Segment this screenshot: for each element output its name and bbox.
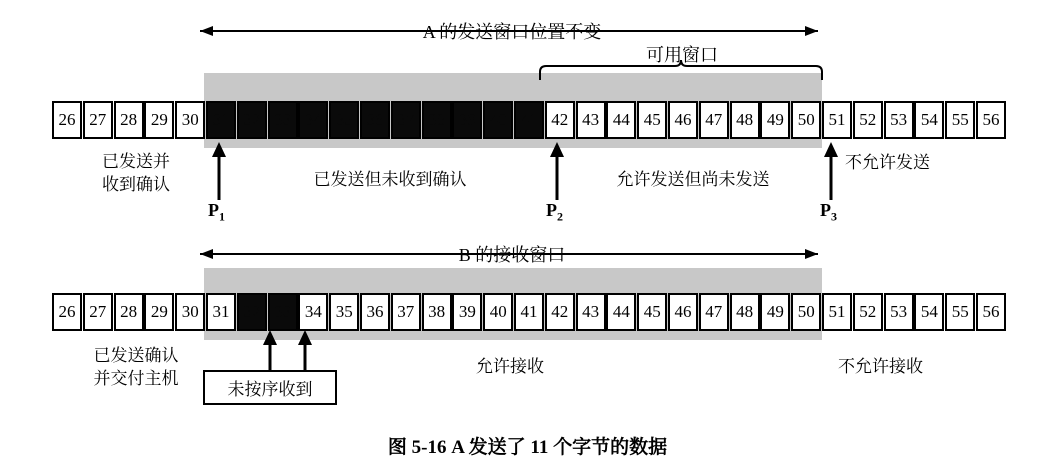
sender-cell-35: 35: [329, 101, 359, 139]
sender-cell-28: 28: [114, 101, 144, 139]
sender-cell-52: 52: [853, 101, 883, 139]
sender-label-not-allowed: 不允许发送: [845, 153, 930, 172]
figure-caption: 图 5-16 A 发送了 11 个字节的数据: [387, 437, 668, 458]
sender-cell-45: 45: [637, 101, 667, 139]
sender-cell-37: 37: [391, 101, 421, 139]
sender-cell-26: 26: [52, 101, 82, 139]
sender-cell-56: 56: [976, 101, 1006, 139]
sender-cell-32: 32: [237, 101, 267, 139]
pointer-p1: [208, 200, 225, 225]
pointer-p3: [820, 200, 837, 225]
receiver-cell-53: 53: [884, 293, 914, 331]
sender-window-title: A 的发送窗口位置不变: [422, 22, 602, 42]
receiver-cell-34: 34: [298, 293, 328, 331]
receiver-cell-54: 54: [914, 293, 944, 331]
receiver-cell-29: 29: [144, 293, 174, 331]
receiver-cell-36: 36: [360, 293, 390, 331]
receiver-cell-48: 48: [730, 293, 760, 331]
receiver-cell-26: 26: [52, 293, 82, 331]
sender-cell-49: 49: [760, 101, 790, 139]
receiver-cell-37: 37: [391, 293, 421, 331]
pointer-p2-text: P: [546, 200, 557, 220]
sender-label-sent-acked-line1: 已发送并: [102, 152, 170, 171]
receiver-cell-40: 40: [483, 293, 513, 331]
receiver-cell-33: 33: [268, 293, 298, 331]
receiver-cell-45: 45: [637, 293, 667, 331]
receiver-cell-46: 46: [668, 293, 698, 331]
sender-label-sent-not-acked: 已发送但未收到确认: [313, 170, 467, 189]
receiver-cell-43: 43: [576, 293, 606, 331]
receiver-cell-39: 39: [452, 293, 482, 331]
sender-cell-40: 40: [483, 101, 513, 139]
sender-cell-44: 44: [606, 101, 636, 139]
receiver-cell-51: 51: [822, 293, 852, 331]
receiver-cell-28: 28: [114, 293, 144, 331]
sender-cell-51: 51: [822, 101, 852, 139]
receiver-cell-27: 27: [83, 293, 113, 331]
receiver-label-delivered-line1: 已发送确认: [93, 346, 179, 365]
sender-cell-54: 54: [914, 101, 944, 139]
sender-cell-43: 43: [576, 101, 606, 139]
pointer-p3-sub: 3: [831, 209, 837, 224]
pointer-p2-sub: 2: [557, 209, 563, 224]
receiver-label-allowed-receive: 允许接收: [476, 357, 544, 376]
pointer-p3-text: P: [820, 200, 831, 220]
receiver-label-not-allowed-receive: 不允许接收: [838, 357, 923, 376]
pointer-p1-sub: 1: [219, 209, 225, 224]
sender-cell-48: 48: [730, 101, 760, 139]
sender-cell-39: 39: [452, 101, 482, 139]
receiver-cell-41: 41: [514, 293, 544, 331]
sender-cell-27: 27: [83, 101, 113, 139]
sender-cell-34: 34: [298, 101, 328, 139]
receiver-window-title: B 的接收窗口: [458, 245, 566, 265]
receiver-label-delivered-line2: 并交付主机: [93, 369, 179, 388]
receiver-cell-47: 47: [699, 293, 729, 331]
receiver-cell-38: 38: [422, 293, 452, 331]
available-window-title: 可用窗口: [646, 45, 718, 65]
sender-cell-46: 46: [668, 101, 698, 139]
receiver-cell-44: 44: [606, 293, 636, 331]
pointer-p2: [546, 200, 563, 225]
out-of-order-callout: 未按序收到: [203, 370, 337, 405]
sender-cell-53: 53: [884, 101, 914, 139]
receiver-cell-42: 42: [545, 293, 575, 331]
receiver-cell-55: 55: [945, 293, 975, 331]
sender-cell-29: 29: [144, 101, 174, 139]
receiver-cell-35: 35: [329, 293, 359, 331]
receiver-cell-49: 49: [760, 293, 790, 331]
receiver-cell-52: 52: [853, 293, 883, 331]
sender-label-allowed-not-sent: 允许发送但尚未发送: [616, 170, 770, 189]
sender-cell-30: 30: [175, 101, 205, 139]
sender-cell-33: 33: [268, 101, 298, 139]
receiver-cell-30: 30: [175, 293, 205, 331]
receiver-cell-56: 56: [976, 293, 1006, 331]
sender-cell-41: 41: [514, 101, 544, 139]
sender-label-sent-acked-line2: 收到确认: [102, 175, 170, 194]
sender-cell-42: 42: [545, 101, 575, 139]
pointer-p1-text: P: [208, 200, 219, 220]
receiver-cell-31: 31: [206, 293, 236, 331]
sender-cell-31: 31: [206, 101, 236, 139]
sender-cell-55: 55: [945, 101, 975, 139]
sender-cell-38: 38: [422, 101, 452, 139]
sender-cell-47: 47: [699, 101, 729, 139]
receiver-cell-32: 32: [237, 293, 267, 331]
sender-cell-36: 36: [360, 101, 390, 139]
sender-cell-50: 50: [791, 101, 821, 139]
receiver-cell-50: 50: [791, 293, 821, 331]
